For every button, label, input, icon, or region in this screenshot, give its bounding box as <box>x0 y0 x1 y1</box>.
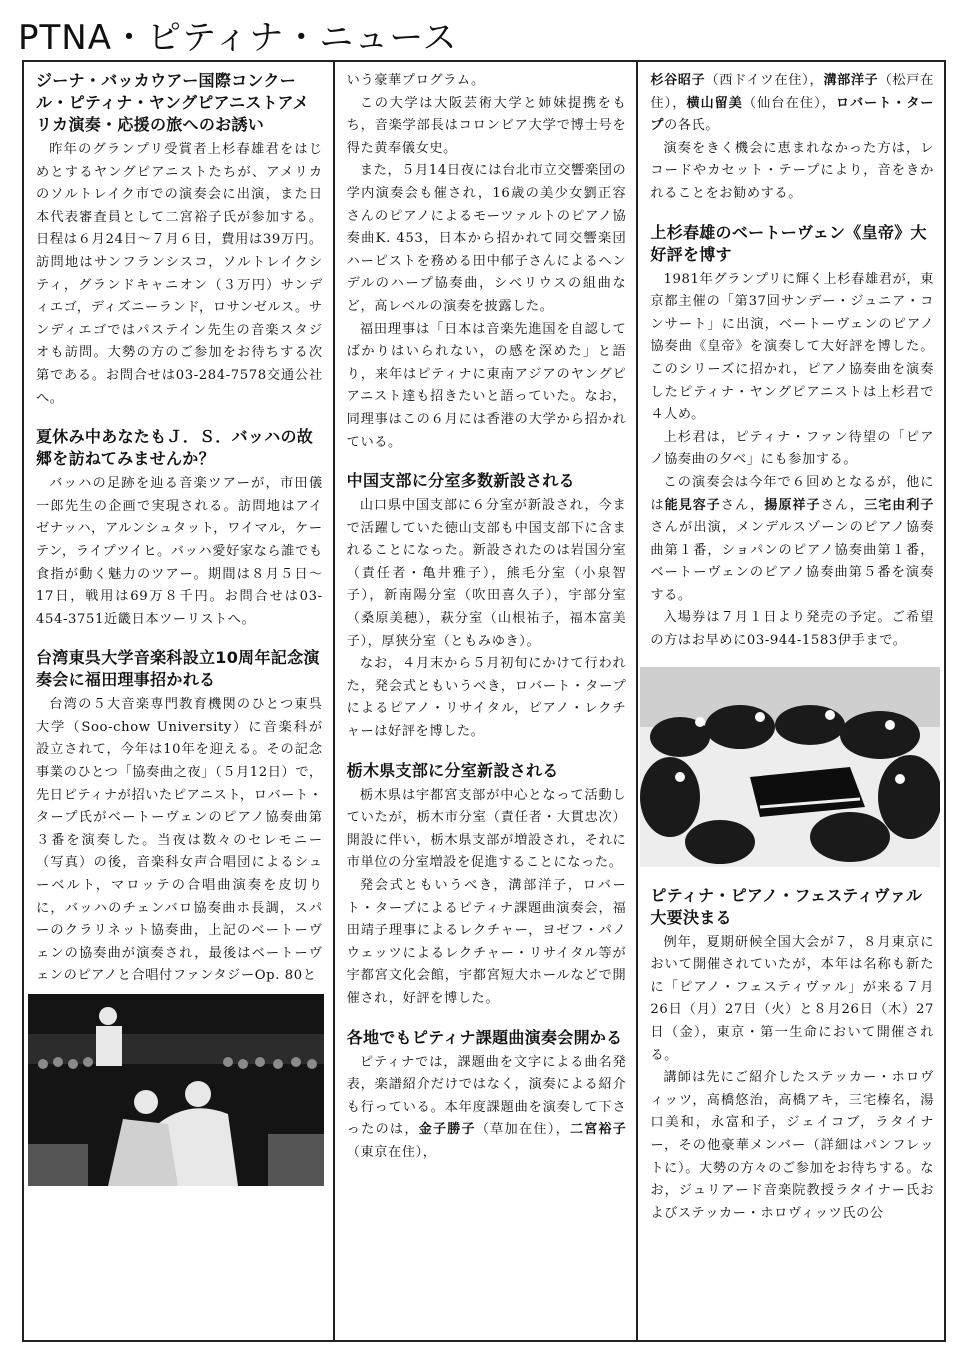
performer-name: 二宮裕子 <box>570 1122 627 1138</box>
body-text: この演奏会は今年で６回めとなるが，他には <box>650 474 935 513</box>
masthead-title: PTNA・ピティナ・ニュース <box>18 18 458 58</box>
ceremony-photo <box>28 994 324 1186</box>
article-test-piece-continued <box>650 70 934 206</box>
article-chugoku-branch <box>347 470 627 744</box>
body-text: （仙台在住）， <box>742 95 836 111</box>
article-title: 各地でもピティナ課題曲演奏会開かる <box>346 1027 623 1047</box>
column-middle <box>333 62 637 1340</box>
body-text: さん， <box>820 497 865 513</box>
body-text: ピティナでは，課題曲を文字による曲名発表，楽譜紹介だけではなく，演奏による紹介も行っている。本年度課題曲を演奏して下さったのは， <box>346 1054 627 1138</box>
article-title: 台湾東呉大学音楽科設立10周年記念演奏会に福田理事招かれる <box>36 648 320 690</box>
performer-name: 金子勝子 <box>418 1122 476 1138</box>
orchestra-photo-image <box>640 667 940 867</box>
column-left <box>24 62 333 1340</box>
article-frame <box>22 60 946 1342</box>
article-body: 福田理事は「日本は音楽先進国を自認してばかりはいられない，の感を深めた」と語り，来年はピティナに東南アジアのヤングピアニスト達も招きたいと語っていた。なお，同理事はこの６月には香港の大学から招かれている。 <box>346 321 627 450</box>
article-body: いう豪華プログラム。 <box>346 73 485 88</box>
article-soochow-continued <box>347 70 627 454</box>
ceremony-photo-image <box>28 994 324 1186</box>
article-body: 山口県中国支部に６分室が新設され，今まで活躍していた徳山支部も中国支部下に含まれることになった。新設されたのは岩国分室（責任者・亀井雅子），熊毛分室（小泉智子），新南陽分室（吹田喜久子），宇部分室（桑原美穂），萩分室（山根祐子，福本富美子），厚狭分室（ともみゆき）。 <box>346 498 627 649</box>
article-test-piece-concerts <box>347 1027 627 1165</box>
article-body: また，５月14日夜には台北市立交響楽団の学内演奏会も催され，16歳の美少女劉正容さんのピアノによるモーツァルトのピアノ協奏曲K. 453，日本から招かれて同交響楽団ハーピストを務める田中郁子さんによるヘンデルのハープ協奏曲，シベリウスの組曲など，高レベルの演奏を披露した。 <box>346 163 627 314</box>
article-title: ピティナ・ピアノ・フェスティヴァル大要決まる <box>650 885 923 927</box>
article-body: バッハの足跡を辿る音楽ツアーが，市田儀一郎先生の企画で実現される。訪問地はアイゼナッハ，アルンシュタット，ワイマル，ケーテン，ライプツイヒ。バッハ愛好家なら誰でも食指が動く魅力のツアー。期間は８月５日～17日，戦用は69万８千円。お問合せは03-454-3751近畿日本ツーリストへ。 <box>36 476 323 627</box>
article-title: 夏休み中あなたもＪ．Ｓ．バッハの故郷を訪ねてみませんか？ <box>36 427 314 469</box>
article-body: 演奏をきく機会に恵まれなかった方は，レコードやカセット・テープにより，音をきかれることをお勧めする。 <box>650 140 935 201</box>
article-body: 例年，夏期研候全国大会が７，８月東京において開催されていたが，本年は名称も新たに「ピアノ・フェスティヴァル」が来る７月26日（月）27日（火）と８月26日（木）27日（金），東京・第一生命において開催される。 <box>650 934 935 1063</box>
article-uesugi-emperor <box>650 222 934 653</box>
article-body: 昨年のグランプリ受賞者上杉春雄君をはじめとするヤングピアニストたちが、アメリカのソルトレイク市での演奏会に出演，また日本代表審査員として二宮裕子氏が参加する。日程は６月24日～７月６日，費用は39万円。訪問地はサンフランシスコ，ソルトレイクシティ，グランドキャニオン（３万円）サンディエゴ，ディズニーランド，ロサンゼルス。サンディエゴではパステイン先生の音楽スタジオも訪問。大勢の方のご参加をお待ちする次第である。お問合せは03-284-7578交通公社へ。 <box>36 142 323 406</box>
body-text: さん， <box>720 497 765 513</box>
performer-name: ロバート・タープ <box>650 95 935 134</box>
orchestra-photo <box>640 667 940 867</box>
article-bachauer-tour <box>36 70 323 410</box>
body-text: さんが出演，メンデルスゾーンのピアノ協奏曲第１番，ショパンのピアノ協奏曲第１番，ベートーヴェンのピアノ協奏曲第５番を演奏する。 <box>650 520 935 603</box>
article-body: 入場券は７月１日より発売の予定。ご希望の方はお早めに03-944-1583伊手まで。 <box>650 610 935 649</box>
article-body: 発会式ともいうべき，溝部洋子，ロバート・タープによるピティナ課題曲演奏会，福田靖子理事によるレクチャー，ヨゼフ・パノウェッツによるレクチャー・リサイタル等が宇都宮文化会館，宇都宮短大ホールなどで開催され，好評を博した。 <box>346 878 627 1006</box>
article-body: 講師は先にご紹介したステッカー・ホロヴィッツ，高橋悠治，高橋アキ，三宅榛名，湯口美和，永富和子，ジェイコブ，ラタイナー，その他豪華メンバー（詳細はパンフレットに）。大勢の方々のご参加をお待ちする。なお，ジュリアード音楽院教授ラタイナー氏およびステッカー・ホロヴィッツ氏の公 <box>650 1070 935 1221</box>
article-body <box>650 472 934 608</box>
article-body: 上杉君は，ピティナ・ファン待望の「ピアノ協奏曲の夕べ」にも参加する。 <box>650 429 935 468</box>
article-tochigi-branch <box>347 760 627 1011</box>
article-title: ジーナ・バッカウアー国際コンクール・ピティナ・ヤングピアニストアメリカ演奏・応援の旅へのお誘い <box>36 71 310 134</box>
article-bach-tour <box>36 426 323 631</box>
performer-name: 三宅由利子 <box>864 497 935 513</box>
performer-name: 横山留美 <box>686 95 743 111</box>
body-text: （西ドイツ在住）， <box>705 73 824 88</box>
body-text: （草加在住）， <box>475 1122 571 1138</box>
article-body: 栃木県は宇都宮支部が中心となって活動していたが，栃木市分室（責任者・大貫忠次）開設に伴い，栃木県支部が増設され，それに市単位の分室増設を促進することになった。 <box>346 787 627 871</box>
performer-name: 溝部洋子 <box>823 73 879 88</box>
article-body <box>347 1052 627 1165</box>
article-soochow-university <box>36 647 323 988</box>
body-text: （松戸在住）， <box>650 73 935 111</box>
performer-name: 能見容子 <box>664 497 721 513</box>
performer-name: 杉谷昭子 <box>650 73 706 88</box>
article-body <box>650 70 934 138</box>
article-body: 1981年グランプリに輝く上杉春雄君が，東京都主催の「第37回サンデー・ジュニア・コンサート」に出演，ベートーヴェンのピアノ協奏曲《皇帝》を演奏して大好評を博した。このシリーズに招かれ，ピアノ協奏曲を演奏したピティナ・ヤングピアニストは上杉君で４人め。 <box>650 271 935 423</box>
article-piano-festival <box>650 885 934 1226</box>
performer-name: 揚原祥子 <box>764 497 821 513</box>
body-text: （東京在住）， <box>346 1144 437 1160</box>
article-title: 上杉春雄のベートーヴェン《皇帝》大好評を博す <box>650 222 927 264</box>
article-body: 台湾の５大音楽専門教育機関のひとつ東呉大学（Soo-chow University）に音楽科が設立されて，今年は10年を迎える。その記念事業のひとつ「協奏曲之夜」（５月12日）で，先日ピティナが招いたピアニスト，ロバート・タープ氏がベートーヴェンのピアノ協奏曲第３番を演奏した。当夜は数々のセレモニー（写真）の後，音楽科女声合唱団によるシューベルト，マロッテの合唱曲演奏を皮切りに，バッハのチェンバロ協奏曲ホ長調，スパーのクラリネット協奏曲，上記のベートーヴェンの協奏曲が演奏され，最後はベートーヴェンのピアノと合唱付ファンタジーOp. 80と <box>36 697 323 984</box>
article-title: 中国支部に分室多数新設される <box>346 471 575 491</box>
body-text: の各氏。 <box>663 118 720 134</box>
article-body: なお，４月末から５月初旬にかけて行われた，発会式ともいうべき，ロバート・タープによるピアノ・リサイタル，ピアノ・レクチャーは好評を博した。 <box>346 656 627 740</box>
article-title: 栃木県支部に分室新設される <box>346 760 559 780</box>
article-body: この大学は大阪芸術大学と姉妹提携をもち，音楽学部長はコロンビア大学で博士号を得た黄奉儀女史。 <box>346 95 627 156</box>
column-right <box>636 62 944 1340</box>
